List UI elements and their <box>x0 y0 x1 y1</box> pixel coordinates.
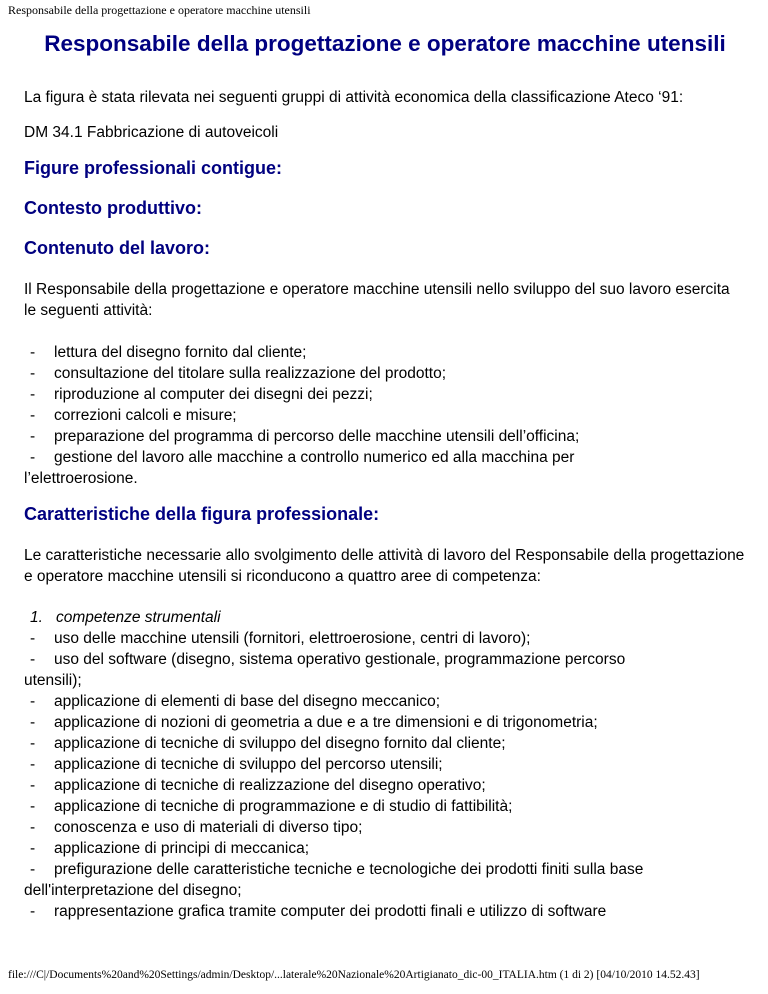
list-item: - riproduzione al computer dei disegni dei pezzi; <box>30 386 373 403</box>
intro-text: La figura è stata rilevata nei seguenti gruppi di attività economica della classificazione Ateco ‘91: <box>24 89 684 106</box>
list-item: - correzioni calcoli e misure; <box>30 407 237 424</box>
list-item-continuation: l’elettroerosione. <box>24 470 138 487</box>
page-title: Responsabile della progettazione e operatore macchine utensili <box>44 31 726 56</box>
heading-contenuto: Contenuto del lavoro: <box>24 238 210 258</box>
list-item-continuation: utensili); <box>24 672 82 689</box>
list-item: - consultazione del titolare sulla realizzazione del prodotto; <box>30 365 447 382</box>
list-item: - uso del software (disegno, sistema operativo gestionale, programmazione percorso <box>30 651 626 668</box>
competence-heading: 1. competenze strumentali <box>30 609 221 626</box>
list-item: - gestione del lavoro alle macchine a controllo numerico ed alla macchina per <box>30 449 575 466</box>
list-item-continuation: dell'interpretazione del disegno; <box>24 882 242 899</box>
list-item: - applicazione di tecniche di programmazione e di studio di fattibilità; <box>30 798 513 815</box>
contenuto-intro: Il Responsabile della progettazione e operatore macchine utensili nello sviluppo del suo lavoro esercita le seguenti attività: <box>24 281 730 319</box>
list-item: - applicazione di tecniche di realizzazione del disegno operativo; <box>30 777 486 794</box>
list-item: - applicazione di tecniche di sviluppo del disegno fornito dal cliente; <box>30 735 506 752</box>
list-item: - uso delle macchine utensili (fornitori, elettroerosione, centri di lavoro); <box>30 630 531 647</box>
list-item: - applicazione di elementi di base del disegno meccanico; <box>30 693 441 710</box>
list-item: - rappresentazione grafica tramite computer dei prodotti finali e utilizzo di software <box>30 903 607 920</box>
running-header: Responsabile della progettazione e operatore macchine utensili <box>8 3 311 17</box>
list-item: - preparazione del programma di percorso delle macchine utensili dell’officina; <box>30 428 580 445</box>
document-body <box>24 30 746 922</box>
list-item: - lettura del disegno fornito dal cliente; <box>30 344 307 361</box>
list-item: - applicazione di principi di meccanica; <box>30 840 310 857</box>
list-item: - conoscenza e uso di materiali di diverso tipo; <box>30 819 363 836</box>
caratteristiche-intro: Le caratteristiche necessarie allo svolgimento delle attività di lavoro del Responsabile della progettazione e operatore macchine utensili si riconducono a quattro aree di competenza: <box>24 547 745 585</box>
competence-list <box>24 607 746 922</box>
activity-list <box>24 342 746 489</box>
list-item: - prefigurazione delle caratteristiche tecniche e tecnologiche dei prodotti finiti sulla base <box>30 861 644 878</box>
heading-contesto: Contesto produttivo: <box>24 198 202 218</box>
file-path-footer: file:///C|/Documents%20and%20Settings/admin/Desktop/...laterale%20Nazionale%20Artigianato_dic-00_ITALIA.htm (1 di 2) [04/10/2010 14.52.43] <box>8 969 700 981</box>
heading-contigue: Figure professionali contigue: <box>24 158 283 178</box>
list-item: - applicazione di nozioni di geometria a due e a tre dimensioni e di trigonometria; <box>30 714 598 731</box>
ateco-group: DM 34.1 Fabbricazione di autoveicoli <box>24 124 279 141</box>
heading-caratteristiche: Caratteristiche della figura professionale: <box>24 504 380 524</box>
list-item: - applicazione di tecniche di sviluppo del percorso utensili; <box>30 756 443 773</box>
